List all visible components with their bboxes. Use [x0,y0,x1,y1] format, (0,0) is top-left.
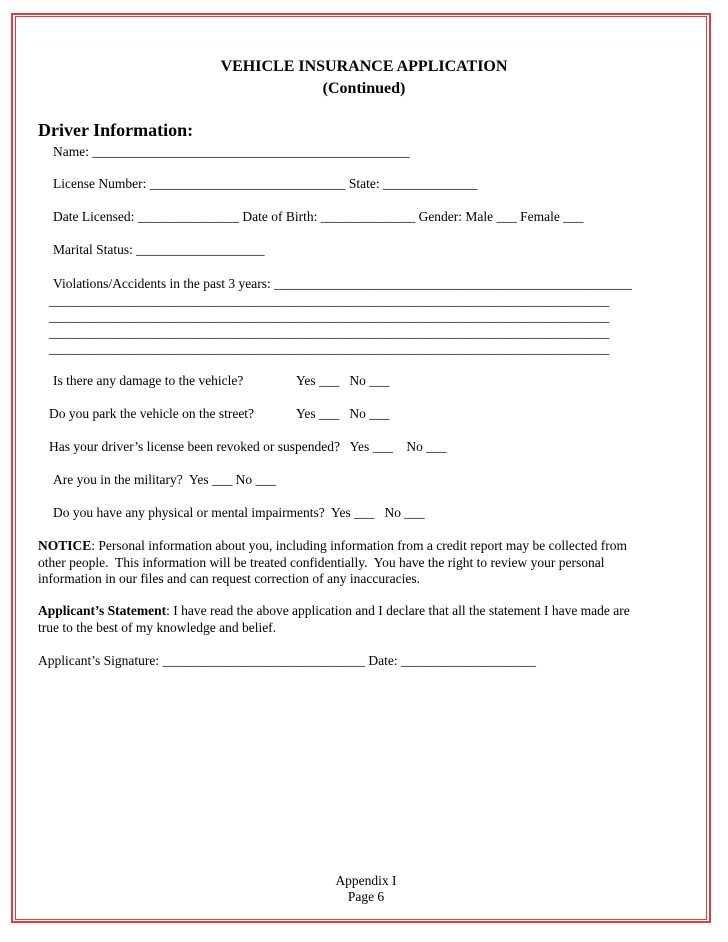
notice-line-3: information in our files and can request correction of any inaccuracies. [38,571,420,586]
violations-line[interactable]: ___________________________________________________________________________________ [49,341,610,356]
license-state-field[interactable]: License Number: _____________________________ State: ______________ [53,176,478,191]
street-question: Do you park the vehicle on the street? [49,406,255,421]
footer-page-number: Page 6 [347,889,385,904]
license-revoked-question[interactable]: Has your driver’s license been revoked or suspended? Yes ___ No ___ [49,439,447,454]
notice-text: : Personal information about you, including information from a credit report may be collected from [91,538,627,553]
damage-answer[interactable]: Yes ___ No ___ [296,373,390,388]
statement-label: Applicant’s Statement [38,603,167,618]
date-licensed-field[interactable]: Date Licensed: _______________ Date of Birth: ______________ Gender: Male ___ Female ___ [53,209,584,224]
page-title: VEHICLE INSURANCE APPLICATION [220,58,508,75]
violations-line[interactable]: ___________________________________________________________________________________ [49,309,610,324]
statement-line-1 [38,603,630,619]
damage-question: Is there any damage to the vehicle? [53,373,244,388]
notice-label: NOTICE [38,538,92,553]
footer-appendix: Appendix I [335,873,397,888]
notice-line-1 [38,538,627,554]
violations-field[interactable]: Violations/Accidents in the past 3 years: _____________________________________________________ [53,276,632,291]
violations-line[interactable]: ___________________________________________________________________________________ [49,325,610,340]
page-subtitle: (Continued) [322,80,406,97]
statement-line-2: true to the best of my knowledge and belief. [38,620,277,635]
name-field[interactable]: Name: _______________________________________________ [53,144,410,159]
street-answer[interactable]: Yes ___ No ___ [296,406,390,421]
statement-text: : I have read the above application and I declare that all the statement I have made are [166,603,630,618]
section-driver-information: Driver Information: [38,120,194,140]
marital-status-field[interactable]: Marital Status: ___________________ [53,242,265,257]
notice-line-2: other people. This information will be treated confidentially. You have the right to review your personal [38,555,605,570]
military-question[interactable]: Are you in the military? Yes ___ No ___ [53,472,276,487]
impairments-question[interactable]: Do you have any physical or mental impairments? Yes ___ No ___ [53,505,425,520]
violations-line[interactable]: ___________________________________________________________________________________ [49,293,610,308]
signature-date-field[interactable]: Applicant’s Signature: ______________________________ Date: ____________________ [38,653,536,668]
